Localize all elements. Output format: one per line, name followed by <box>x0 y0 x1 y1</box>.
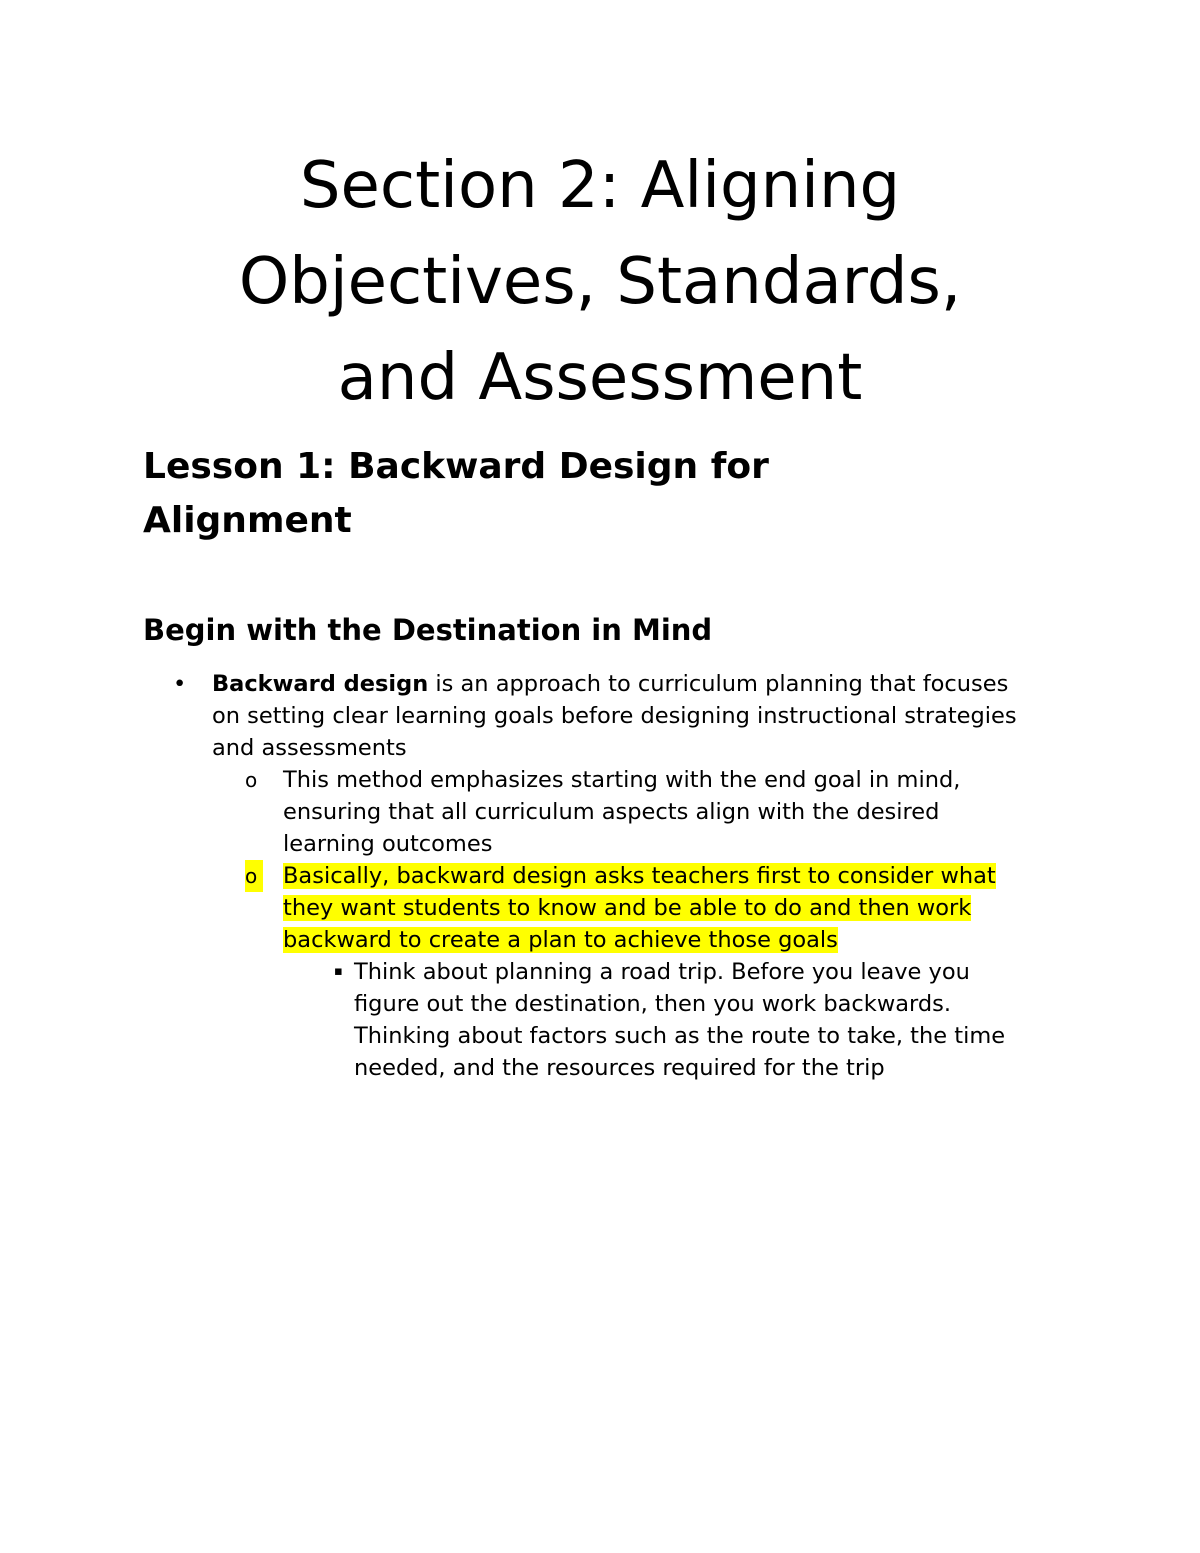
square-bullet-marker: ▪ <box>334 964 343 979</box>
list-item <box>245 764 1043 860</box>
section-title-line: Section 2: Aligning <box>299 149 901 223</box>
list-item-text: Thinking about factors such as the route to take, the time <box>354 1023 1006 1049</box>
list-item-text: figure out the destination, then you work backwards. <box>354 991 952 1017</box>
list-item-text: is an approach to curriculum planning that focuses <box>428 671 1009 697</box>
bullet-marker: • <box>173 671 187 697</box>
list-item-text: needed, and the resources required for the trip <box>354 1055 885 1081</box>
bold-term: Backward design <box>212 671 429 697</box>
highlighted-list-item <box>245 860 1043 956</box>
highlighted-text: backward to create a plan to achieve those goals <box>283 927 838 953</box>
list-item <box>334 956 1054 1084</box>
sub-bullet-marker: o <box>245 768 258 792</box>
list-item-text: Think about planning a road trip. Before you leave you <box>354 959 970 985</box>
highlighted-text: they want students to know and be able to do and then work <box>283 895 972 921</box>
section-title <box>150 138 1050 426</box>
lesson-heading-line: Lesson 1: Backward Design for <box>143 446 769 487</box>
lesson-heading <box>143 440 903 548</box>
list-item-text: learning outcomes <box>283 831 493 857</box>
sub-bullet-marker: o <box>245 860 263 892</box>
list-item-text: ensuring that all curriculum aspects align with the desired <box>283 799 940 825</box>
list-item-text: and assessments <box>212 735 407 761</box>
list-item <box>173 668 1072 764</box>
section-title-line: Objectives, Standards, <box>238 245 962 319</box>
list-item-text: This method emphasizes starting with the end goal in mind, <box>283 767 961 793</box>
subheading: Begin with the Destination in Mind <box>143 613 713 647</box>
list-item-text: on setting clear learning goals before designing instructional strategies <box>212 703 1017 729</box>
lesson-heading-line: Alignment <box>143 500 352 541</box>
section-title-line: and Assessment <box>337 341 863 415</box>
highlighted-text: Basically, backward design asks teachers first to consider what <box>283 863 996 889</box>
